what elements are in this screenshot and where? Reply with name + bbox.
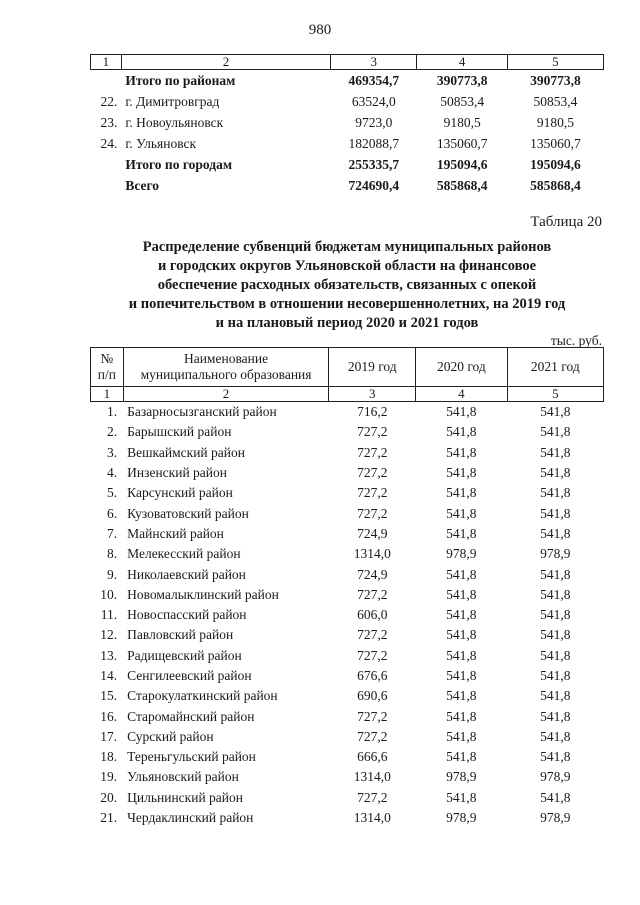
table-row — [91, 564, 604, 584]
value-2021: 585868,4 — [530, 177, 581, 193]
district-name: Павловский район — [127, 627, 234, 643]
row-name: г. Ульяновск — [125, 135, 197, 151]
table-row — [91, 788, 604, 808]
district-name: Инзенский район — [127, 465, 227, 481]
value-2021: 541,8 — [540, 525, 571, 541]
row-number: 12. — [100, 627, 118, 643]
value-2021: 541,8 — [540, 404, 571, 420]
value-2019: 727,2 — [357, 444, 388, 460]
value-2019: 727,2 — [357, 485, 388, 501]
subventions-table — [90, 347, 604, 828]
table-header-row — [91, 348, 604, 387]
row-number: 7. — [107, 525, 118, 541]
column-numbering-row — [91, 387, 604, 402]
value-2020: 541,8 — [446, 525, 477, 541]
value-2019: 182088,7 — [348, 135, 400, 151]
column-number: 5 — [507, 387, 603, 402]
value-2020: 978,9 — [446, 546, 477, 562]
header-number-line: п/п — [97, 367, 116, 382]
page-number: 980 — [308, 22, 332, 38]
value-2019: 63524,0 — [351, 93, 396, 109]
value-2020: 541,8 — [446, 465, 477, 481]
row-number: 3. — [107, 444, 118, 460]
value-2020: 541,8 — [446, 485, 477, 501]
table-row — [91, 154, 604, 175]
row-number: 15. — [100, 688, 118, 704]
column-number: 1 — [91, 387, 124, 402]
value-2019: 690,6 — [357, 688, 388, 704]
value-2020: 390773,8 — [436, 72, 488, 88]
value-2020: 9180,5 — [443, 114, 481, 130]
value-2019: 727,2 — [357, 789, 388, 805]
table-row — [91, 112, 604, 133]
value-2021: 50853,4 — [533, 93, 578, 109]
row-number: 16. — [100, 708, 118, 724]
value-2021: 541,8 — [540, 668, 571, 683]
row-number: 13. — [100, 647, 118, 663]
value-2020: 541,8 — [446, 749, 477, 765]
district-name: Новоспасский район — [127, 607, 247, 623]
row-number: 9. — [107, 566, 118, 582]
row-number — [91, 175, 122, 196]
row-number: 24. — [100, 135, 118, 151]
value-2020: 541,8 — [446, 708, 477, 724]
value-2019: 724,9 — [357, 566, 388, 582]
value-2019: 1314,0 — [353, 810, 391, 826]
row-number: 8. — [107, 546, 118, 562]
district-name: Базарносызганский район — [127, 404, 277, 420]
row-number: 4. — [107, 465, 118, 481]
table-row — [91, 175, 604, 196]
district-name: Радищевский район — [127, 647, 242, 663]
table-row — [91, 727, 604, 747]
table-row — [91, 463, 604, 483]
value-2019: 727,2 — [357, 627, 388, 643]
row-name: г. Новоульяновск — [125, 114, 224, 130]
row-number: 19. — [100, 769, 118, 785]
table-row — [91, 524, 604, 544]
value-2020: 50853,4 — [440, 93, 485, 109]
value-2019: 727,2 — [357, 465, 388, 481]
column-number: 2 — [121, 55, 330, 70]
row-number: 22. — [100, 93, 118, 109]
district-name: Сурский район — [127, 728, 214, 744]
row-number: 2. — [107, 424, 118, 440]
header-name — [123, 348, 329, 387]
value-2021: 541,8 — [540, 647, 571, 663]
value-2019: 1314,0 — [353, 546, 391, 562]
value-2019: 666,6 — [357, 749, 388, 765]
table-title — [90, 238, 604, 333]
table-row — [91, 605, 604, 625]
value-2019: 469354,7 — [348, 72, 400, 88]
row-number: 20. — [100, 789, 118, 805]
value-2021: 541,8 — [540, 586, 571, 602]
table-row — [91, 70, 604, 92]
title-line: обеспечение расходных обязательств, связанных с опекой — [157, 277, 537, 293]
row-number: 1. — [107, 404, 118, 420]
row-number — [91, 70, 122, 92]
value-2019: 727,2 — [357, 647, 388, 663]
header-2021: 2021 год — [507, 348, 603, 387]
row-number: 5. — [107, 485, 118, 501]
district-name: Старокулаткинский район — [127, 688, 278, 704]
row-number — [91, 154, 122, 175]
row-number: 18. — [100, 749, 118, 765]
table-row — [91, 747, 604, 767]
district-name: Майнский район — [127, 525, 224, 541]
header-2019: 2019 год — [329, 348, 416, 387]
value-2021: 978,9 — [540, 546, 571, 562]
column-number: 4 — [417, 55, 507, 70]
district-name: Николаевский район — [127, 566, 246, 582]
table-row — [91, 706, 604, 726]
value-2021: 541,8 — [540, 789, 571, 805]
value-2020: 541,8 — [446, 505, 477, 521]
column-number: 3 — [329, 387, 416, 402]
value-2019: 716,2 — [357, 404, 388, 420]
value-2020: 195094,6 — [436, 156, 488, 172]
table-row — [91, 91, 604, 112]
continued-table — [90, 54, 604, 196]
value-2021: 978,9 — [540, 769, 571, 785]
header-2020: 2020 год — [416, 348, 508, 387]
district-name: Вешкаймский район — [127, 444, 245, 460]
header-name-line: муниципального образования — [140, 367, 312, 382]
value-2021: 541,8 — [540, 465, 571, 481]
district-name: Кузоватовский район — [127, 505, 249, 521]
table-row — [91, 443, 604, 463]
value-2021: 195094,6 — [530, 156, 581, 172]
value-2021: 541,8 — [540, 688, 571, 704]
value-2019: 727,2 — [357, 424, 388, 440]
column-number: 5 — [507, 55, 603, 70]
value-2021: 541,8 — [540, 505, 571, 521]
table-row — [91, 503, 604, 523]
value-2021: 541,8 — [540, 566, 571, 582]
value-2020: 541,8 — [446, 728, 477, 744]
district-name: Барышский район — [127, 424, 232, 440]
table-row — [91, 544, 604, 564]
header-number — [91, 348, 124, 387]
district-name: Ульяновский район — [127, 769, 239, 785]
value-2019: 255335,7 — [348, 156, 400, 172]
district-name: Старомайнский район — [127, 708, 255, 724]
row-number: 10. — [100, 586, 118, 602]
header-number-line: № — [100, 351, 114, 366]
district-name: Тереньгульский район — [127, 749, 256, 765]
value-2019: 1314,0 — [353, 769, 391, 785]
value-2020: 541,8 — [446, 444, 477, 460]
row-number: 6. — [107, 505, 118, 521]
row-number: 17. — [100, 728, 118, 744]
title-line: и городских округов Ульяновской области на финансовое — [157, 258, 537, 274]
district-name: Цильнинский район — [127, 789, 243, 805]
value-2020: 541,8 — [446, 404, 477, 420]
column-number: 2 — [123, 387, 329, 402]
value-2021: 541,8 — [540, 485, 571, 501]
value-2020: 541,8 — [446, 789, 477, 805]
row-number: 11. — [100, 607, 118, 623]
value-2021: 390773,8 — [530, 72, 581, 88]
row-number: 14. — [100, 668, 118, 683]
district-name: Карсунский район — [127, 485, 233, 501]
row-number: 23. — [100, 114, 118, 130]
value-2021: 541,8 — [540, 708, 571, 724]
district-name: Чердаклинский район — [127, 810, 254, 826]
value-2021: 541,8 — [540, 728, 571, 744]
value-2019: 727,2 — [357, 708, 388, 724]
title-line: и попечительством в отношении несовершеннолетних, на 2019 год — [128, 296, 566, 312]
value-2021: 9180,5 — [536, 114, 574, 130]
value-2020: 541,8 — [446, 607, 477, 623]
table-row — [91, 767, 604, 787]
value-2019: 727,2 — [357, 586, 388, 602]
table-row — [91, 133, 604, 154]
table-row — [91, 402, 604, 423]
district-name: Сенгилеевский район — [127, 668, 252, 683]
row-name: Итого по городам — [125, 156, 233, 172]
table-row — [91, 808, 604, 828]
value-2019: 9723,0 — [355, 114, 393, 130]
district-name: Новомалыклинский район — [127, 586, 279, 602]
value-2020: 541,8 — [446, 586, 477, 602]
value-2019: 724690,4 — [348, 177, 400, 193]
header-name-line: Наименование — [183, 351, 269, 366]
row-number: 21. — [100, 810, 118, 826]
value-2021: 541,8 — [540, 444, 571, 460]
value-2020: 585868,4 — [436, 177, 488, 193]
value-2021: 541,8 — [540, 627, 571, 643]
table-row — [91, 666, 604, 686]
title-line: Распределение субвенций бюджетам муниципальных районов — [142, 239, 552, 255]
value-2020: 135060,7 — [436, 135, 488, 151]
value-2020: 541,8 — [446, 627, 477, 643]
table-label: Таблица 20 — [530, 214, 602, 230]
value-2020: 541,8 — [446, 424, 477, 440]
value-2020: 541,8 — [446, 668, 477, 683]
value-2019: 724,9 — [357, 525, 388, 541]
value-2021: 978,9 — [540, 810, 571, 826]
value-2020: 541,8 — [446, 688, 477, 704]
table-row — [91, 646, 604, 666]
value-2019: 727,2 — [357, 728, 388, 744]
title-line: и на плановый период 2020 и 2021 годов — [215, 315, 479, 331]
row-name: г. Димитровград — [125, 93, 220, 109]
row-name: Итого по районам — [125, 72, 236, 88]
table-row — [91, 625, 604, 645]
column-number: 4 — [416, 387, 508, 402]
value-2021: 541,8 — [540, 424, 571, 440]
units-label: тыс. руб. — [550, 333, 602, 348]
value-2021: 541,8 — [540, 607, 571, 623]
table-row — [91, 686, 604, 706]
table-row — [91, 422, 604, 442]
value-2020: 978,9 — [446, 769, 477, 785]
value-2019: 606,0 — [357, 607, 388, 623]
column-number: 1 — [91, 55, 122, 70]
value-2019: 727,2 — [357, 505, 388, 521]
value-2021: 135060,7 — [530, 135, 581, 151]
value-2020: 978,9 — [446, 810, 477, 826]
value-2021: 541,8 — [540, 749, 571, 765]
value-2020: 541,8 — [446, 647, 477, 663]
table-row — [91, 585, 604, 605]
row-name: Всего — [125, 177, 160, 193]
column-numbering-row — [91, 55, 604, 70]
value-2019: 676,6 — [357, 668, 388, 683]
value-2020: 541,8 — [446, 566, 477, 582]
table-row — [91, 483, 604, 503]
district-name: Мелекесский район — [127, 546, 241, 562]
column-number: 3 — [331, 55, 417, 70]
